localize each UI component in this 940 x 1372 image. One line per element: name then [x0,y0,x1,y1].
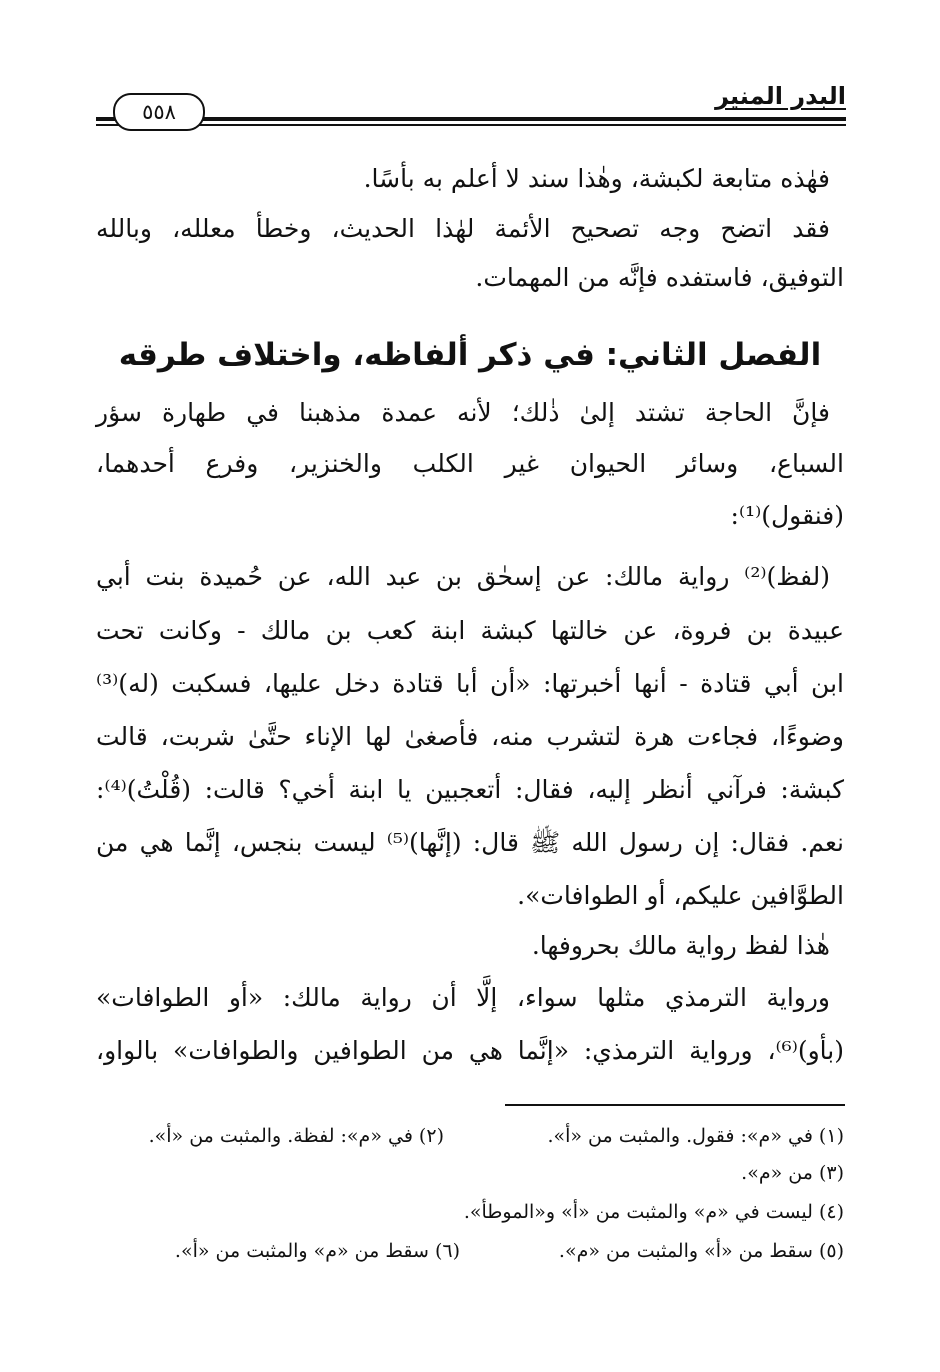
text-line: ورواية الترمذي مثلها سواء، إلَّا أن رواية مالك: «أو الطوافات» [96,983,830,1012]
text-line: فقد اتضح وجه تصحيح الأئمة لهٰذا الحديث، وخطأ معلله، وبالله [96,214,830,243]
text-line: نعم. فقال: إن رسول الله ﷺ قال: (إنَّها)⁽⁵⁾ ليست بنجس، إنَّما هي من [96,828,844,857]
text-line: الطوَّافين عليكم، أو الطوافات». [517,881,844,910]
footnote-5: (٥) سقط من «أ» والمثبت من «م». [558,1240,844,1262]
text-line: (بأو)⁽⁶⁾، ورواية الترمذي: «إنَّما هي من الطوافين والطوافات» بالواو، [96,1036,844,1065]
footnote-3: (٣) من «م». [741,1162,844,1184]
footnote-6: (٦) سقط من «م» والمثبت من «أ». [174,1240,460,1262]
footnote-1: (١) في «م»: فقول. والمثبت من «أ». [547,1125,844,1147]
text-line: (فنقول)⁽¹⁾: [730,501,844,530]
section-heading: الفصل الثاني: في ذكر ألفاظه، واختلاف طرقه [118,337,822,373]
text-line: هٰذا لفظ رواية مالك بحروفها. [531,931,830,960]
text-line: عبيدة بن فروة، عن خالتها كبشة ابنة كعب بن مالك - وكانت تحت [96,616,844,645]
page-number: ٥٥٨ [113,93,205,131]
text-line: فإنَّ الحاجة تشتد إلىٰ ذٰلك؛ لأنه عمدة مذهبنا في طهارة سؤر [96,398,830,427]
running-title: البدر المنير [715,82,846,110]
text-line: وضوءًا، فجاءت هرة لتشرب منه، فأصغىٰ لها الإناء حتَّىٰ شربت، قالت [96,722,844,751]
footnote-2: (٢) في «م»: لفظة. والمثبت من «أ». [148,1125,444,1147]
text-line: (لفظ)⁽²⁾ رواية مالك: عن إسحٰق بن عبد الله، عن حُميدة بنت أبي [96,562,830,591]
footnote-4: (٤) ليست في «م» والمثبت من «أ» و«الموطأ». [463,1201,844,1223]
header-rule-thin [96,124,846,126]
page-header [96,80,846,126]
text-line: التوفيق، فاستفده فإنَّه من المهمات. [475,263,844,292]
text-line: فهٰذه متابعة لكبشة، وهٰذا سند لا أعلم به بأسًا. [363,164,830,193]
text-line: كبشة: فرآني أنظر إليه، فقال: أتعجبين يا ابنة أخي؟ قالت: (قُلْتُ)⁽⁴⁾: [96,775,844,804]
footnote-divider [505,1104,845,1106]
header-rule-thick [96,117,846,121]
text-line: السباع، وسائر الحيوان غير الكلب والخنزير، وفرع أحدهما، [96,449,844,478]
text-line: ابن أبي قتادة - أنها أخبرتها: «أن أبا قتادة دخل عليها، فسكبت (له)⁽³⁾ [96,669,844,698]
